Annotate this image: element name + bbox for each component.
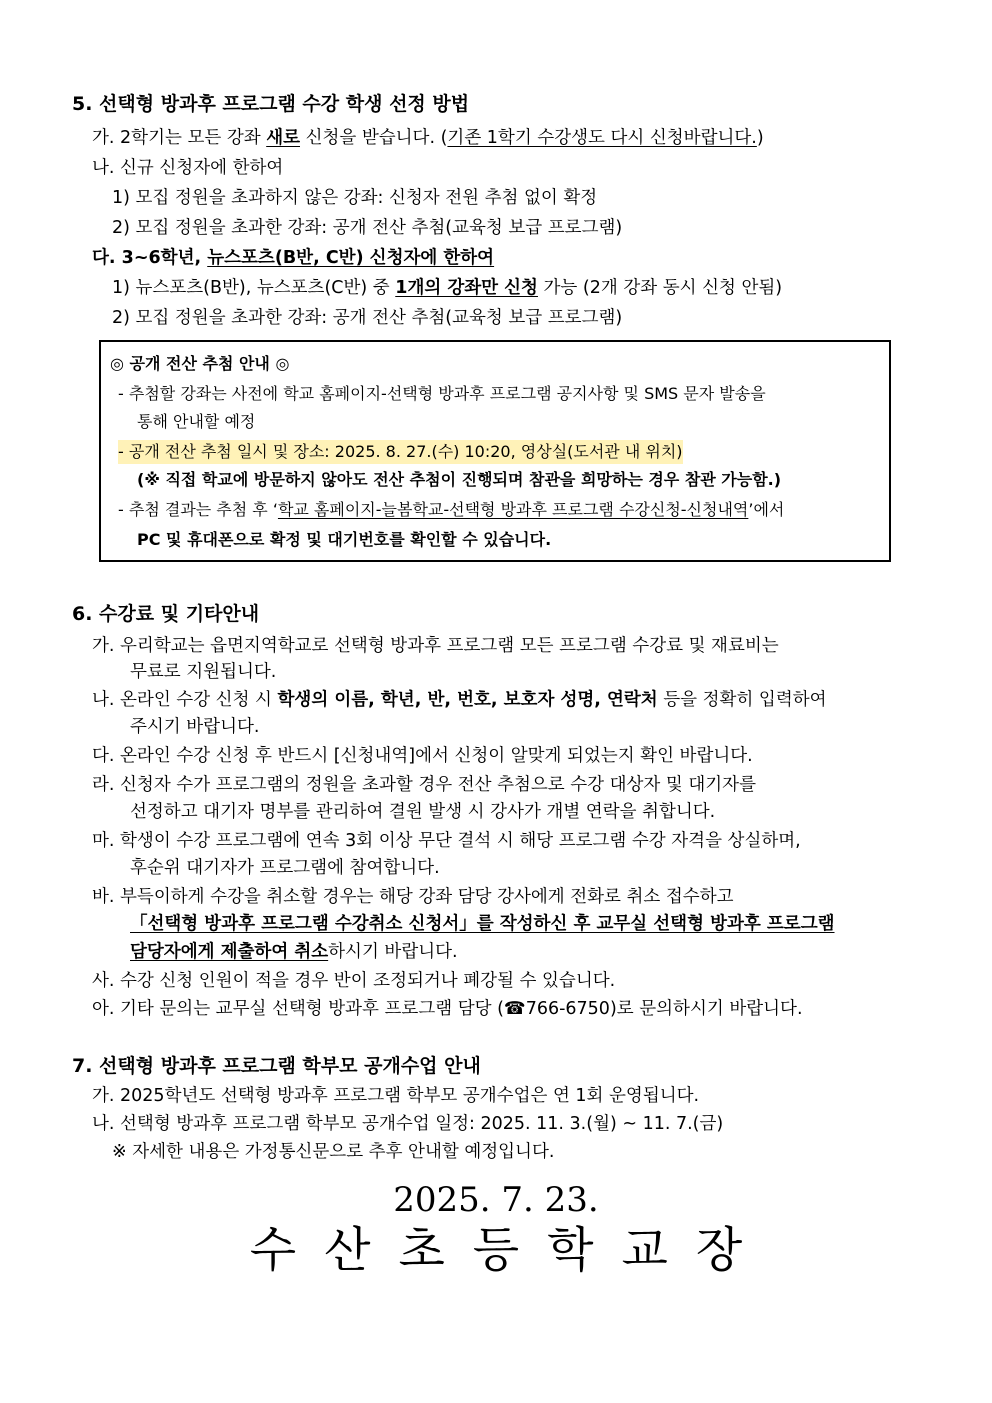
lottery-box-line-3: - 공개 전산 추첨 일시 및 장소: 2025. 8. 27.(수) 10:20, 영상실(도서관 내 위치) (118, 440, 683, 464)
section-5-title: 5. 선택형 방과후 프로그램 수강 학생 선정 방법 (72, 93, 470, 115)
text: ’에서 (748, 500, 785, 519)
school-principal: 수산초등학교장 (249, 1222, 771, 1278)
section-5-item-da (92, 246, 494, 270)
section-6-item-ba-2: 「선택형 방과후 프로그램 수강취소 신청서」를 작성하신 후 교무실 선택형 방과후 프로그램 (130, 914, 835, 934)
text: 등을 정확히 입력하여 (657, 690, 827, 710)
submit-instruction: 담당자에게 제출하여 취소 (130, 942, 329, 962)
text: ) (756, 128, 764, 148)
text: 신청을 받습니다. ( (300, 128, 448, 148)
section-5-item-ga (92, 126, 764, 150)
section-5-item-da-1 (112, 276, 782, 300)
section-6-item-ma-1: 마. 학생이 수강 프로그램에 연속 3회 이상 무단 결석 시 해당 프로그램 수강 자격을 상실하며, (92, 831, 801, 851)
lottery-box-line-6: PC 및 휴대폰으로 확정 및 대기번호를 확인할 수 있습니다. (137, 530, 552, 549)
emphasis-new: 새로 (266, 128, 300, 148)
emphasis-reapply: 기존 1학기 수강생도 다시 신청바랍니다. (447, 128, 757, 148)
result-location: 학교 홈페이지-늘봄학교-선택형 방과후 프로그램 수강신청-신청내역 (277, 500, 749, 519)
section-6-item-ba-1: 바. 부득이하게 수강을 취소할 경우는 해당 강좌 담당 강사에게 전화로 취소 접수하고 (92, 887, 734, 907)
text: 하시기 바랍니다. (328, 942, 458, 962)
section-5-item-da-2: 2) 모집 정원을 초과한 강좌: 공개 전산 추첨(교육청 보급 프로그램) (112, 308, 623, 328)
section-6-item-ma-2: 후순위 대기자가 프로그램에 참여합니다. (130, 858, 440, 878)
lottery-box-title: ◎ 공개 전산 추첨 안내 ◎ (110, 354, 290, 373)
lottery-box-line-5 (118, 498, 784, 522)
section-6-item-ra-2: 선정하고 대기자 명부를 관리하여 결원 발생 시 강사가 개별 연락을 취합니다. (130, 802, 716, 822)
section-6-item-ga-1: 가. 우리학교는 읍면지역학교로 선택형 방과후 프로그램 모든 프로그램 수강료 및 재료비는 (92, 636, 779, 656)
section-5-item-na-2: 2) 모집 정원을 초과한 강좌: 공개 전산 추첨(교육청 보급 프로그램) (112, 218, 623, 238)
lottery-box-line-1: - 추첨할 강좌는 사전에 학교 홈페이지-선택형 방과후 프로그램 공지사항 및 SMS 문자 발송을 (118, 384, 766, 403)
section-5-item-na-1: 1) 모집 정원을 초과하지 않은 강좌: 신청자 전원 추첨 없이 확정 (112, 188, 598, 208)
section-7-title: 7. 선택형 방과후 프로그램 학부모 공개수업 안내 (72, 1055, 481, 1077)
section-6-item-ga-2: 무료로 지원됩니다. (130, 662, 277, 682)
text: 가. 2학기는 모든 강좌 (92, 128, 267, 148)
lottery-box-line-4: (※ 직접 학교에 방문하지 않아도 전산 추첨이 진행되며 참관을 희망하는 경우 참관 가능함.) (137, 470, 782, 489)
section-6-item-ra-1: 라. 신청자 수가 프로그램의 정원을 초과할 경우 전산 추첨으로 수강 대상자 및 대기자를 (92, 775, 756, 795)
text: 나. 온라인 수강 신청 시 (92, 690, 278, 710)
section-5-item-na: 나. 신규 신청자에 한하여 (92, 158, 284, 178)
section-6-item-na-1 (92, 688, 827, 712)
lottery-box-line-2: 통해 안내할 예정 (137, 412, 256, 431)
section-6-title: 6. 수강료 및 기타안내 (72, 603, 260, 625)
section-6-item-sa: 사. 수강 신청 인원이 적을 경우 반이 조정되거나 폐강될 수 있습니다. (92, 971, 616, 991)
text: 다. 3~6학년, (92, 248, 208, 268)
section-6-item-a: 아. 기타 문의는 교무실 선택형 방과후 프로그램 담당 (☎766-6750)로 문의하시기 바랍니다. (92, 999, 803, 1019)
section-7-item-na: 나. 선택형 방과후 프로그램 학부모 공개수업 일정: 2025. 11. 3.(월) ~ 11. 7.(금) (92, 1114, 724, 1134)
text: - 추첨 결과는 추첨 후 ‘ (118, 500, 278, 519)
section-7-note: ※ 자세한 내용은 가정통신문으로 추후 안내할 예정입니다. (112, 1142, 555, 1162)
section-6-item-da: 다. 온라인 수강 신청 후 반드시 [신청내역]에서 신청이 알맞게 되었는지 확인 바랍니다. (92, 746, 753, 766)
issue-date: 2025. 7. 23. (393, 1180, 599, 1220)
section-7-item-ga: 가. 2025학년도 선택형 방과후 프로그램 학부모 공개수업은 연 1회 운영됩니다. (92, 1086, 700, 1106)
required-info: 학생의 이름, 학년, 반, 번호, 보호자 성명, 연락처 (277, 690, 658, 710)
text: 가능 (2개 강좌 동시 신청 안됨) (537, 278, 783, 298)
emphasis-newsports: 뉴스포츠(B반, C반) 신청자에 한하여 (207, 248, 495, 268)
text: 1) 뉴스포츠(B반), 뉴스포츠(C반) 중 (112, 278, 396, 298)
section-6-item-na-2: 주시기 바랍니다. (130, 717, 260, 737)
emphasis-one-course: 1개의 강좌만 신청 (395, 278, 538, 298)
section-6-item-ba-3 (130, 940, 458, 964)
